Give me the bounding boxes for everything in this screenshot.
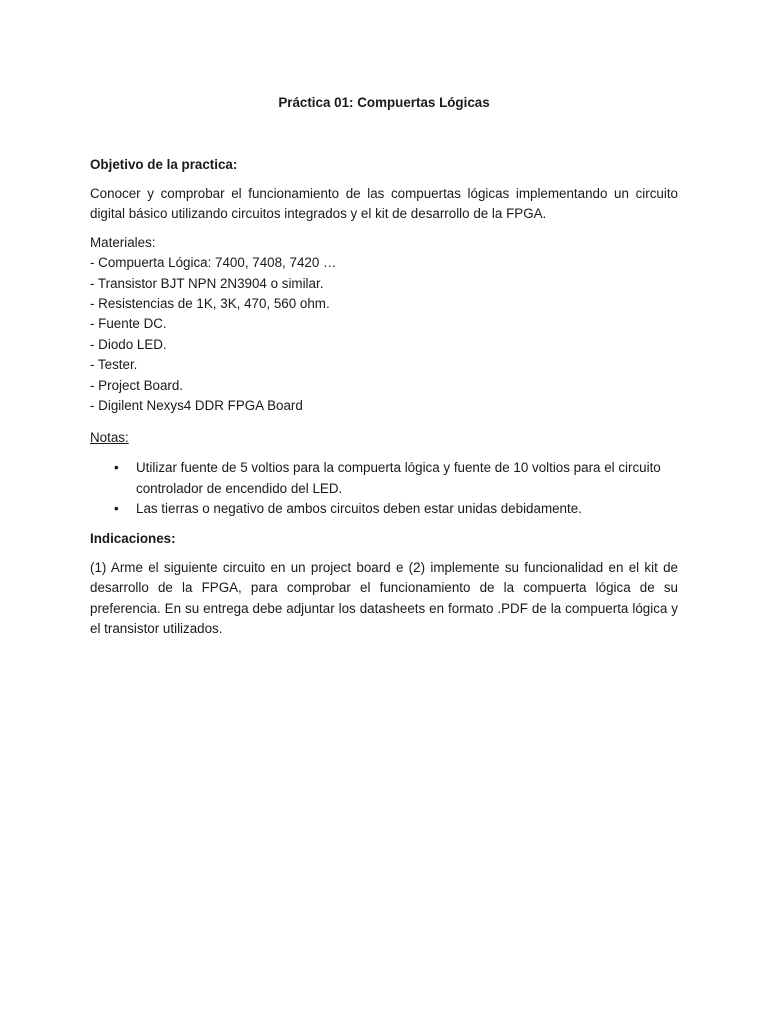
objective-heading: Objetivo de la practica: <box>90 157 238 172</box>
notes-heading: Notas: <box>90 430 129 446</box>
material-item: - Compuerta Lógica: 7400, 7408, 7420 … <box>90 255 337 271</box>
note-item <box>90 458 678 499</box>
material-item: - Project Board. <box>90 377 184 393</box>
note-item <box>90 499 678 519</box>
objective-text: Conocer y comprobar el funcionamiento de las compuertas lógicas implementando un circuito digital básico utilizando circuitos integrados y el kit de desarrollo de la FPGA. <box>90 186 678 222</box>
notes-list <box>90 458 678 519</box>
materials-heading: Materiales: <box>90 234 156 250</box>
document-title: Práctica 01: Compuertas Lógicas <box>278 95 490 110</box>
indications-text: (1) Arme el siguiente circuito en un project board e (2) implemente su funcionalidad en el kit de desarrollo de la FPGA, para comprobar el funcionamiento de la compuerta lógica de su preferencia. En su entrega debe adjuntar los datasheets en formato .PDF de la compuerta lógica y el transistor utilizados. <box>90 559 678 636</box>
material-item: - Tester. <box>90 357 138 373</box>
material-item: - Transistor BJT NPN 2N3904 o similar. <box>90 275 324 291</box>
material-item: - Resistencias de 1K, 3K, 470, 560 ohm. <box>90 296 330 312</box>
bullet-icon: • <box>114 460 119 476</box>
materials-block <box>90 233 678 417</box>
bullet-icon: • <box>114 501 119 517</box>
material-item: - Digilent Nexys4 DDR FPGA Board <box>90 398 303 414</box>
note-text: Las tierras o negativo de ambos circuitos deben estar unidas debidamente. <box>136 501 582 517</box>
material-item: - Diodo LED. <box>90 336 167 352</box>
material-item: - Fuente DC. <box>90 316 167 332</box>
indications-heading: Indicaciones: <box>90 530 176 546</box>
note-text: Utilizar fuente de 5 voltios para la compuerta lógica y fuente de 10 voltios para el circuito controlador de encendido del LED. <box>136 460 661 496</box>
